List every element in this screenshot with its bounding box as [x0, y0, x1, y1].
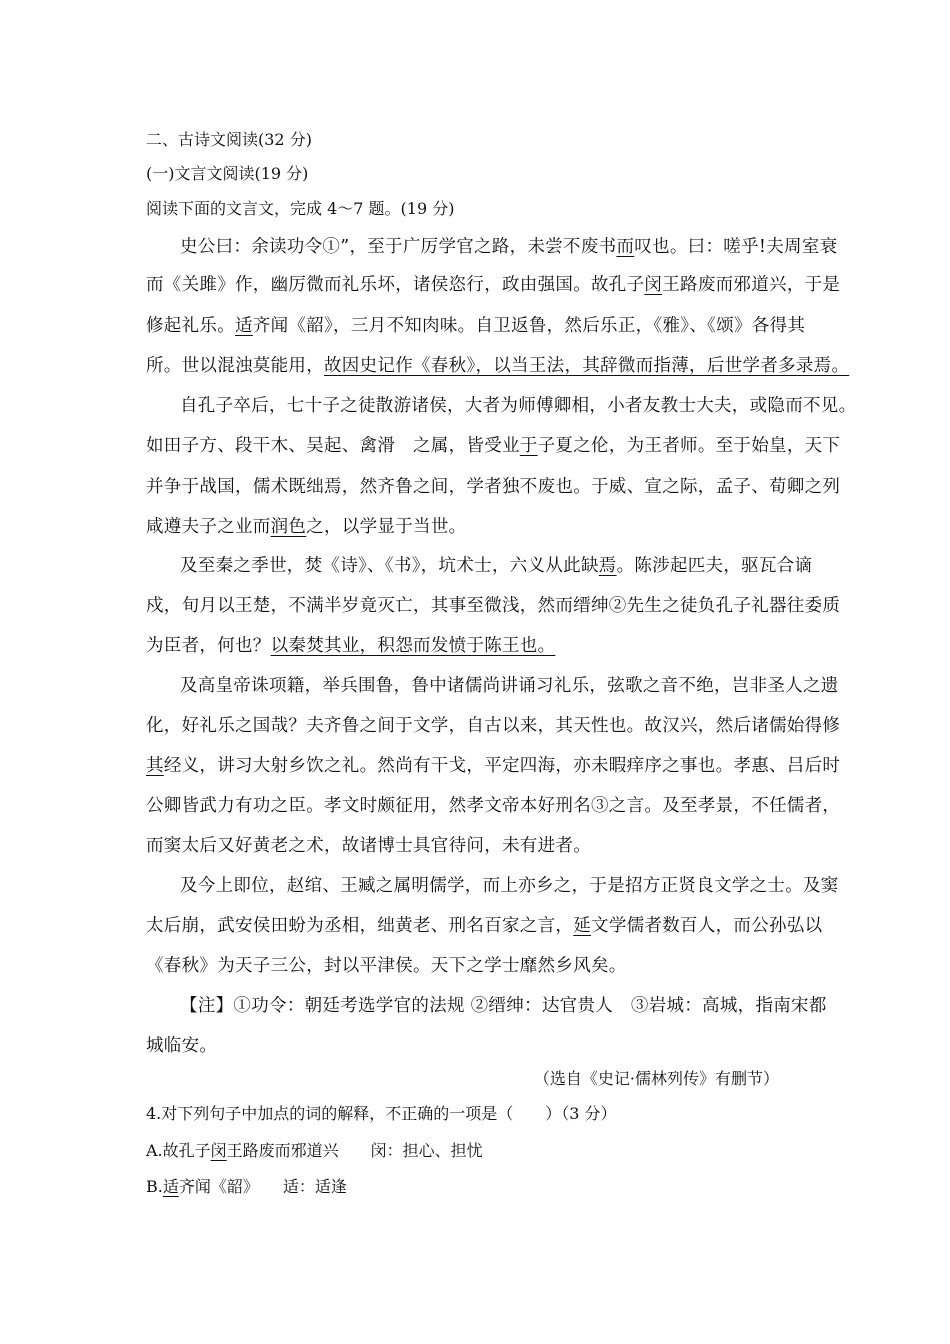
note-line1: 【注】①功令：朝廷考选学官的法规 ②缙绅：达官贵人 ③岩城：高城，指南宋都 — [180, 996, 827, 1016]
passage-p2-line1: 自孔子卒后，七十子之徒散游诸侯，大者为师傅卿相，小者友教士大夫，或隐而不见。 — [180, 396, 857, 416]
dotted-word-yu: 于 — [519, 436, 538, 456]
dotted-word-yan2: 延 — [573, 916, 592, 936]
option-b-keyword: 适 — [162, 1177, 179, 1196]
sub-header: (一)文言文阅读(19 分) — [146, 164, 309, 183]
dotted-word-shi: 适 — [235, 316, 253, 336]
passage-p1-line2: 而《关雎》作，幽厉微而礼乐坏，诸侯恣行，政由强国。故孔子闵王路废而邪道兴，于是 — [146, 275, 841, 295]
dotted-word-yan: 焉 — [598, 556, 617, 576]
passage-p4-line5: 而窦太后又好黄老之术，故诸博士具官待问，未有进者。 — [146, 836, 591, 856]
dotted-word-er: 而 — [616, 237, 635, 257]
question4-stem: 4.对下列句子中加点的词的解释，不正确的一项是（ ）（3 分） — [146, 1104, 617, 1123]
passage-p4-line1: 及高皇帝诛项籍，举兵围鲁，鲁中诸儒尚讲诵习礼乐，弦歌之音不绝，岂非圣人之遗 — [180, 676, 839, 696]
passage-p1-line3: 修起礼乐。适齐闻《韶》，三月不知肉味。自卫返鲁，然后乐正，《雅》、《颂》各得其 — [146, 316, 806, 336]
passage-p5-line3: 《春秋》为天子三公，封以平津侯。天下之学士靡然乡风矣。 — [146, 956, 627, 976]
question4-option-b: B.适齐闻《韶》 适：适逢 — [146, 1177, 347, 1196]
source-citation: （选自《史记·儒林列传》有删节） — [533, 1069, 779, 1088]
option-a-keyword: 闵 — [210, 1141, 227, 1160]
section-header: 二、古诗文阅读(32 分) — [146, 130, 312, 149]
passage-p2-line2: 如田子方、段干木、吴起、禽滑 之属，皆受业于子夏之伦，为王者师。至于始皇，天下 — [146, 436, 841, 456]
passage-p5-line2: 太后崩，武安侯田蚡为丞相，绌黄老、刑名百家之言，延文学儒者数百人，而公孙弘以 — [146, 916, 823, 936]
passage-p2-line3: 并争于战国，儒术既绌焉，然齐鲁之间，学者独不废也。于威、宣之际，孟子、荀卿之列 — [146, 477, 841, 497]
underlined-sentence-2: 以秦焚其业，积怨而发愤于陈王也。 — [270, 636, 556, 656]
passage-p1-line1: 史公曰：余读功令①”，至于广厉学官之路，未尝不废书而叹也。曰：嗟乎!夫周室衰 — [180, 237, 838, 257]
note-line2: 城临安。 — [146, 1036, 218, 1056]
question4-option-a: A.故孔子闵王路废而邪道兴 闵：担心、担忧 — [146, 1141, 483, 1160]
dotted-word-min: 闵 — [644, 275, 663, 295]
passage-p4-line3: 其经义，讲习大射乡饮之礼。然尚有干戈，平定四海，亦未暇痒序之事也。孝惠、吕后时 — [146, 756, 841, 776]
instruction-text: 阅读下面的文言文，完成 4～7 题。(19 分) — [146, 199, 455, 218]
passage-p5-line1: 及今上即位，赵绾、王臧之属明儒学，而上亦乡之，于是招方正贤良文学之士。及窦 — [180, 876, 839, 896]
passage-p1-line4: 所。世以混浊莫能用，故因史记作《春秋》，以当王法，其辞微而指薄，后世学者多录焉。 — [146, 356, 850, 376]
passage-p4-line2: 化，好礼乐之国哉？夫齐鲁之间于文学，自古以来，其天性也。故汉兴，然后诸儒始得修 — [146, 716, 841, 736]
passage-p3-line2: 戍，旬月以王楚，不满半岁竟灭亡，其事至微浅，然而缙绅②先生之徒负孔子礼器往委质 — [146, 596, 841, 616]
passage-p2-line4: 咸遵夫子之业而润色之，以学显于当世。 — [146, 517, 467, 537]
passage-p4-line4: 公卿皆武力有功之臣。孝文时颇征用，然孝文帝本好刑名③之言。及至孝景，不任儒者， — [146, 796, 841, 816]
dotted-word-qi: 其 — [146, 756, 164, 776]
passage-p3-line1: 及至秦之季世，焚《诗》、《书》，坑术士，六义从此缺焉。陈涉起匹夫，驱瓦合谪 — [180, 556, 813, 576]
underlined-sentence-1: 故因史记作《春秋》，以当王法，其辞微而指薄，后世学者多录焉。 — [324, 356, 850, 376]
dotted-word-runse: 润色 — [270, 517, 307, 537]
passage-p3-line3: 为臣者，何也？以秦焚其业，积怨而发愤于陈王也。 — [146, 636, 556, 656]
